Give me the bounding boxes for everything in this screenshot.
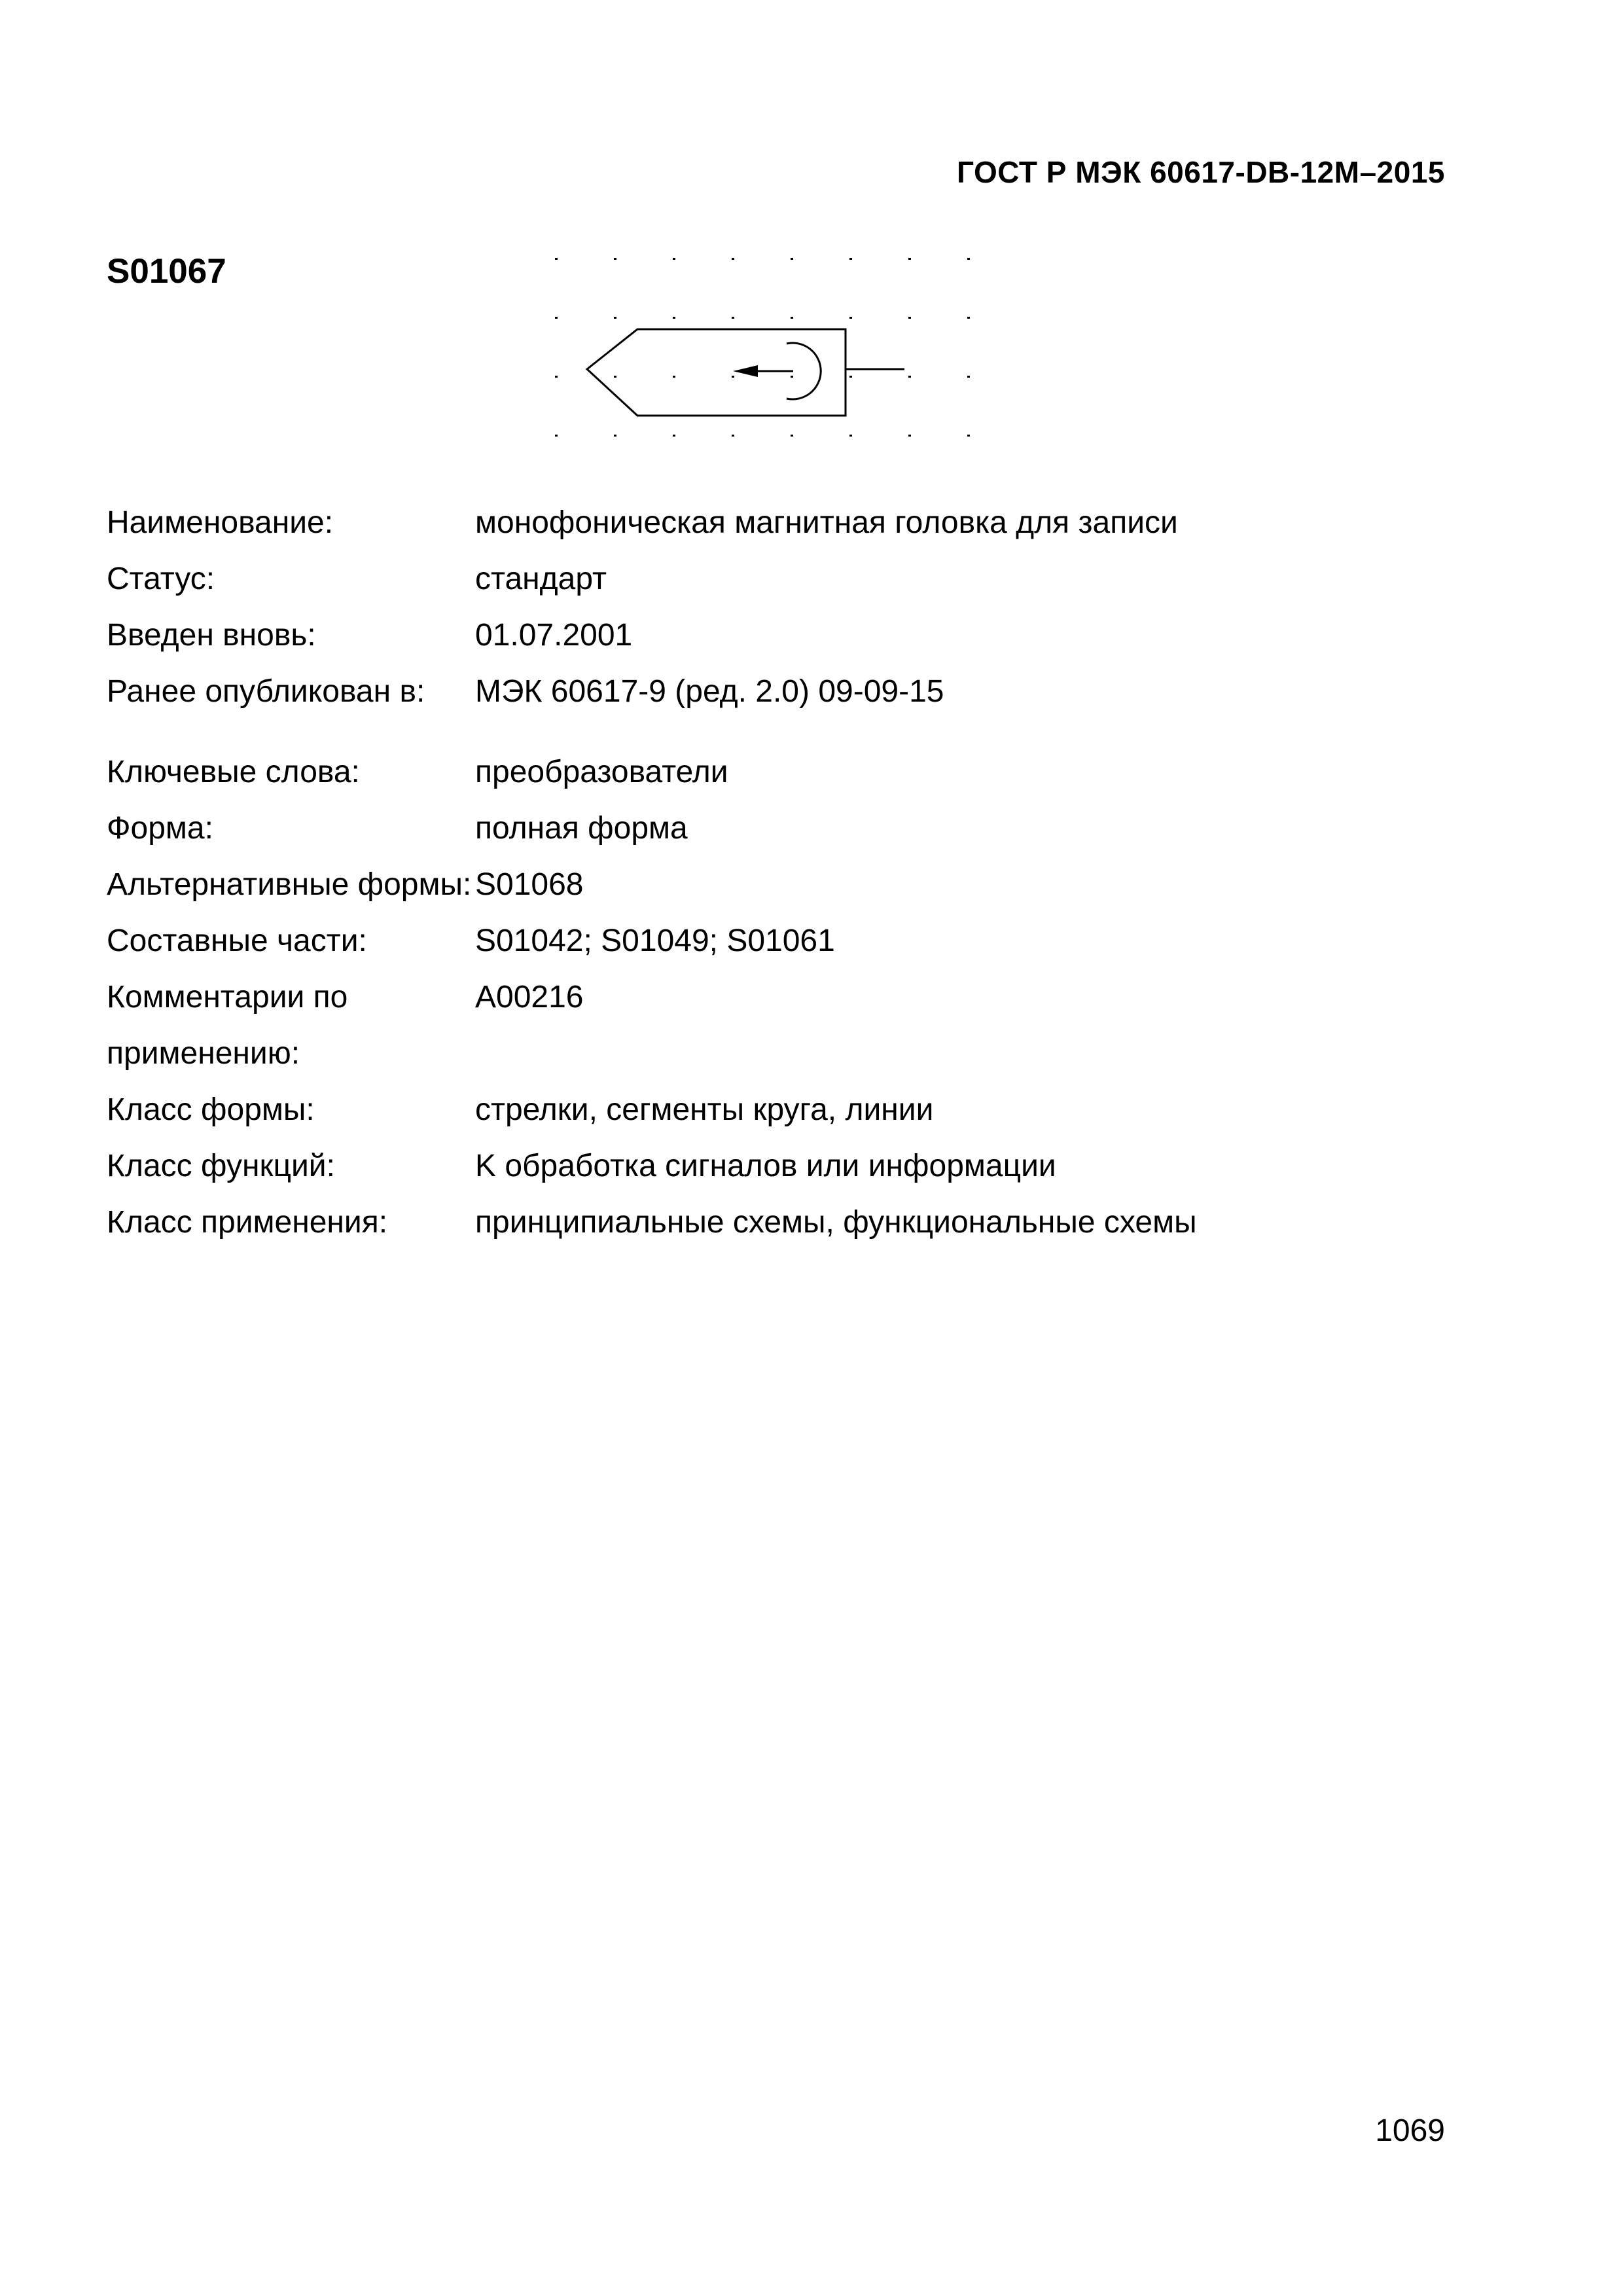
property-value: S01042; S01049; S01061: [475, 924, 835, 958]
property-row: [107, 551, 1481, 607]
property-label: Форма:: [107, 811, 213, 846]
property-label: Ключевые слова:: [107, 755, 360, 789]
grid-dot: [614, 435, 616, 437]
property-label: Класс применения:: [107, 1205, 388, 1240]
grid-dot: [791, 376, 793, 378]
grid-dot: [967, 376, 970, 378]
property-label: Введен вновь:: [107, 618, 316, 653]
property-row: [107, 913, 1481, 969]
property-label: Наименование:: [107, 505, 334, 540]
property-value: полная форма: [475, 811, 688, 846]
grid-dot: [614, 258, 616, 260]
grid-dot: [614, 376, 616, 378]
property-value: преобразователи: [475, 755, 728, 789]
property-value: 01.07.2001: [475, 618, 633, 653]
property-value: стандарт: [475, 562, 607, 596]
grid-dot: [908, 317, 911, 319]
grid-dot: [967, 317, 970, 319]
grid-dot: [791, 435, 793, 437]
symbol-properties-table: [107, 495, 1481, 1251]
grid-dot: [555, 317, 558, 319]
property-label: Статус:: [107, 562, 215, 596]
property-row: [107, 1082, 1481, 1138]
grid-dot: [849, 258, 852, 260]
property-value: K обработка сигналов или информации: [475, 1149, 1056, 1183]
property-label: Альтернативные формы:: [107, 867, 472, 902]
grid-dot: [732, 435, 734, 437]
magnetic-head-symbol-figure: [537, 242, 995, 491]
property-row: [107, 969, 1481, 1082]
property-value: монофоническая магнитная головка для записи: [475, 505, 1178, 540]
grid-dot: [555, 258, 558, 260]
grid-dot: [555, 376, 558, 378]
grid-dot: [967, 435, 970, 437]
grid-dot: [555, 435, 558, 437]
page-number: 1069: [1375, 2113, 1445, 2148]
property-row: [107, 744, 1481, 800]
grid-dot: [673, 435, 675, 437]
grid-dot: [849, 435, 852, 437]
property-value: стрелки, сегменты круга, линии: [475, 1092, 934, 1127]
grid-dot: [673, 317, 675, 319]
grid-dot: [908, 376, 911, 378]
property-value: МЭК 60617-9 (ред. 2.0) 09-09-15: [475, 674, 944, 709]
property-value: S01068: [475, 867, 584, 902]
symbol-id: S01067: [107, 252, 226, 291]
property-label: Класс формы:: [107, 1092, 315, 1127]
head-pentagon-outline: [587, 329, 846, 416]
grid-dot: [908, 435, 911, 437]
magnetic-head-symbol: [587, 329, 904, 416]
property-value: A00216: [475, 980, 584, 1014]
grid-dot: [849, 317, 852, 319]
property-value: принципиальные схемы, функциональные схемы: [475, 1205, 1197, 1240]
document-standard-header: ГОСТ Р МЭК 60617-DB-12M–2015: [957, 155, 1445, 189]
grid-dot: [614, 317, 616, 319]
property-row: [107, 495, 1481, 551]
property-label: Ранее опубликован в:: [107, 674, 425, 709]
grid-dot: [673, 376, 675, 378]
property-row: [107, 1194, 1481, 1251]
grid-dot: [908, 258, 911, 260]
grid-dots: [555, 258, 970, 491]
grid-dot: [791, 317, 793, 319]
grid-dot: [732, 376, 734, 378]
property-label: Составные части:: [107, 924, 367, 958]
property-row: [107, 800, 1481, 857]
property-row: [107, 1138, 1481, 1194]
property-label: Класс функций:: [107, 1149, 335, 1183]
grid-dot: [732, 317, 734, 319]
property-row: [107, 607, 1481, 664]
direction-arrow-head-icon: [733, 365, 758, 377]
grid-dot: [849, 376, 852, 378]
property-label: Комментарии по применению:: [107, 980, 348, 1071]
grid-dot: [791, 258, 793, 260]
property-row: [107, 664, 1481, 720]
grid-dot: [673, 258, 675, 260]
grid-dot: [967, 258, 970, 260]
grid-dot: [732, 258, 734, 260]
property-row: [107, 857, 1481, 913]
